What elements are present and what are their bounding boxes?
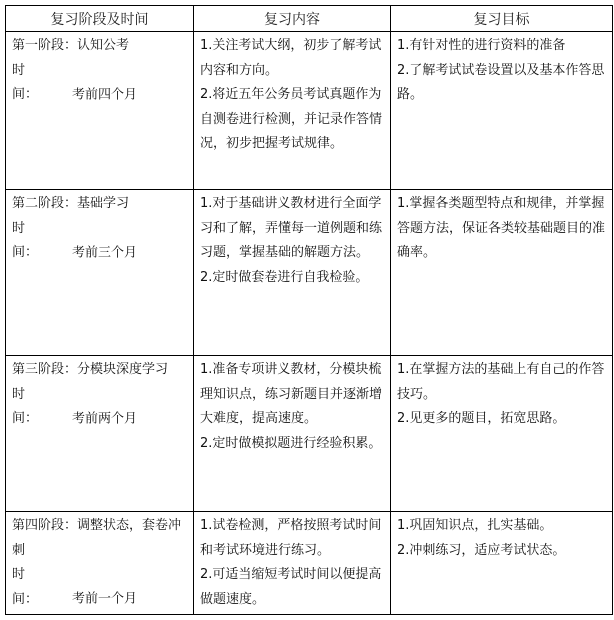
stage-time: 时间： 考前四个月 [12, 62, 138, 102]
stage-time-value: 考前一个月 [72, 591, 138, 607]
review-plan-table [5, 5, 613, 615]
content-cell [194, 512, 391, 615]
stage-time-value: 考前三个月 [72, 245, 138, 260]
header-review-goals: 复习目标 [391, 6, 613, 32]
table-row [6, 190, 613, 356]
stage-time: 时间： 考前两个月 [12, 386, 138, 426]
table-row [6, 356, 613, 512]
header-row [6, 6, 613, 32]
content-cell [194, 356, 391, 512]
header-review-content: 复习内容 [194, 6, 391, 32]
stage-cell [6, 356, 194, 512]
stage-title: 第二阶段：基础学习 [12, 196, 130, 211]
stage-cell [6, 32, 194, 190]
content-item: 2.定时做套卷进行自我检验。 [200, 269, 369, 285]
goals-cell [391, 356, 613, 512]
stage-title: 第四阶段：调整状态，套卷冲刺 [12, 518, 182, 558]
content-cell [194, 190, 391, 356]
goal-item: 2.了解考试试卷设置以及基本作答思路。 [397, 62, 605, 102]
goals-cell [391, 512, 613, 615]
goal-item: 1.掌握各类题型特点和规律，并掌握答题方法，保证各类较基础题目的准确率。 [397, 196, 606, 260]
content-item: 1.试卷检测，严格按照考试时间和考试环境进行练习。 [200, 518, 382, 558]
goals-cell [391, 190, 613, 356]
stage-title: 第一阶段：认知公考 [12, 38, 130, 53]
goal-item: 1.有针对性的进行资料的准备 [397, 38, 566, 53]
goal-item: 1.在掌握方法的基础上有自己的作答技巧。 [397, 362, 605, 402]
stage-time: 时间： 考前三个月 [12, 220, 138, 260]
content-item: 1.对于基础讲义教材进行全面学习和了解，弄懂每一道例题和练习题，掌握基础的解题方法。 [200, 196, 383, 260]
table-row [6, 32, 613, 190]
content-item: 2.可适当缩短考试时间以便提高做题速度。 [200, 567, 382, 607]
goal-item: 2.冲刺练习，适应考试状态。 [397, 542, 566, 558]
content-item: 2.定时做模拟题进行经验积累。 [200, 435, 382, 451]
header-stage-and-time: 复习阶段及时间 [6, 6, 194, 32]
content-item: 2.将近五年公务员考试真题作为自测卷进行检测，并记录作答情况，初步把握考试规律。 [200, 87, 383, 151]
content-cell [194, 32, 391, 190]
goal-item: 2.见更多的题目，拓宽思路。 [397, 411, 566, 426]
stage-cell [6, 190, 194, 356]
stage-time-value: 考前两个月 [72, 411, 138, 426]
goals-cell [391, 32, 613, 190]
content-item: 1.准备专项讲义教材，分模块梳理知识点，练习新题目并逐渐增大难度，提高速度。 [200, 362, 383, 426]
content-item: 1.关注考试大纲，初步了解考试内容和方向。 [200, 38, 382, 78]
stage-cell [6, 512, 194, 615]
stage-title: 第三阶段：分模块深度学习 [12, 362, 169, 377]
table-row [6, 512, 613, 615]
goal-item: 1.巩固知识点，扎实基础。 [397, 518, 553, 533]
stage-time-value: 考前四个月 [72, 87, 138, 102]
stage-time: 时间： 考前一个月 [12, 567, 138, 607]
